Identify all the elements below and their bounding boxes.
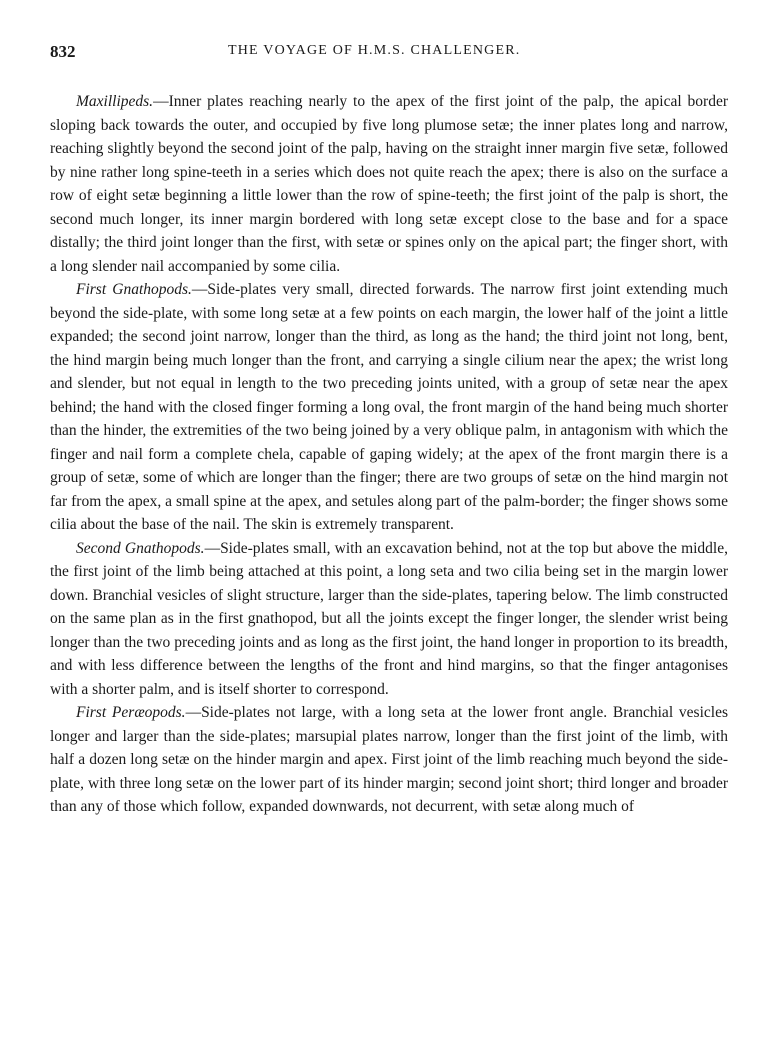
paragraph-heading: First Gnathopods. xyxy=(76,281,192,298)
paragraph-text: —Side-plates not large, with a long seta at the lower front angle. Branchial vesicles longer and larger than the side-plates; marsupial plates narrow, longer than the first joint of the limb, with half a dozen long setæ on the hinder margin and apex. First joint of the limb reaching much beyond the side-plate, with three long setæ on the lower part of its hinder margin; second joint short; third longer and broader than any of those which follow, expanded downwards, not decurrent, with setæ along much of xyxy=(50,704,728,815)
paragraph-text: —Inner plates reaching nearly to the apex of the first joint of the palp, the apical border sloping back towards the outer, and occupied by five long plumose setæ; the inner plates long and narrow, reaching slightly beyond the second joint of the palp, having on the straight inner margin five setæ, followed by nine rather long spine-teeth in a series which does not quite reach the apex; there is also on the surface a row of eight setæ beginning a little lower than the row of spine-teeth; the first joint of the palp is short, the second much longer, its inner margin bordered with long setæ except close to the base and for a space distally; the third joint longer than the first, with setæ or spines only on the apical part; the finger short, with a long slender nail accompanied by some cilia. xyxy=(50,93,728,275)
paragraph-second-gnathopods xyxy=(50,537,728,702)
page-header xyxy=(50,42,728,66)
paragraph-first-peraeopods xyxy=(50,701,728,819)
paragraph-text: —Side-plates very small, directed forwards. The narrow first joint extending much beyond the side-plate, with some long setæ at a few points on each margin, the lower half of the joint a little expanded; the second joint narrow, longer than the third, as long as the hand; the third joint not long, bent, the hind margin being much longer than the front, and carrying a single cilium near the apex; the wrist long and slender, but not equal in length to the two preceding joints united, with a group of setæ near the apex behind; the hand with the closed finger forming a long oval, the front margin of the hand being much shorter than the hinder, the extremities of the two being joined by a very oblique palm, in antagonism with which the finger and nail form a complete chela, capable of gaping widely; at the apex of the front margin there is a group of setæ, some of which are longer than the finger; there are two groups of setæ on the hind margin not far from the apex, a small spine at the apex, and setules along part of the palm-border; the finger shows some cilia about the base of the nail. The skin is extremely transparent. xyxy=(50,281,728,533)
paragraph-text: —Side-plates small, with an excavation behind, not at the top but above the middle, the first joint of the limb being attached at this point, a long seta and two cilia being set in the margin lower down. Branchial vesicles of slight structure, larger than the side-plates, tapering below. The limb constructed on the same plan as in the first gnathopod, but all the joints except the finger longer, the slender wrist being longer than the two preceding joints and as long as the first joint, the hand longer in proportion to its breadth, and with less difference between the lengths of the front and hind margins, so that the finger antagonises with a shorter palm, and is itself shorter to correspond. xyxy=(50,539,728,698)
paragraph-heading: Second Gnathopods. xyxy=(76,539,205,557)
paragraph-maxillipeds xyxy=(50,90,728,278)
paragraph-heading: Maxillipeds. xyxy=(76,93,154,110)
page-number: 832 xyxy=(50,42,76,61)
paragraph-first-gnathopods xyxy=(50,278,728,537)
running-title: THE VOYAGE OF H.M.S. CHALLENGER. xyxy=(228,43,521,58)
body-text xyxy=(50,90,728,819)
page xyxy=(50,42,728,819)
paragraph-heading: First Peræopods. xyxy=(76,704,186,721)
